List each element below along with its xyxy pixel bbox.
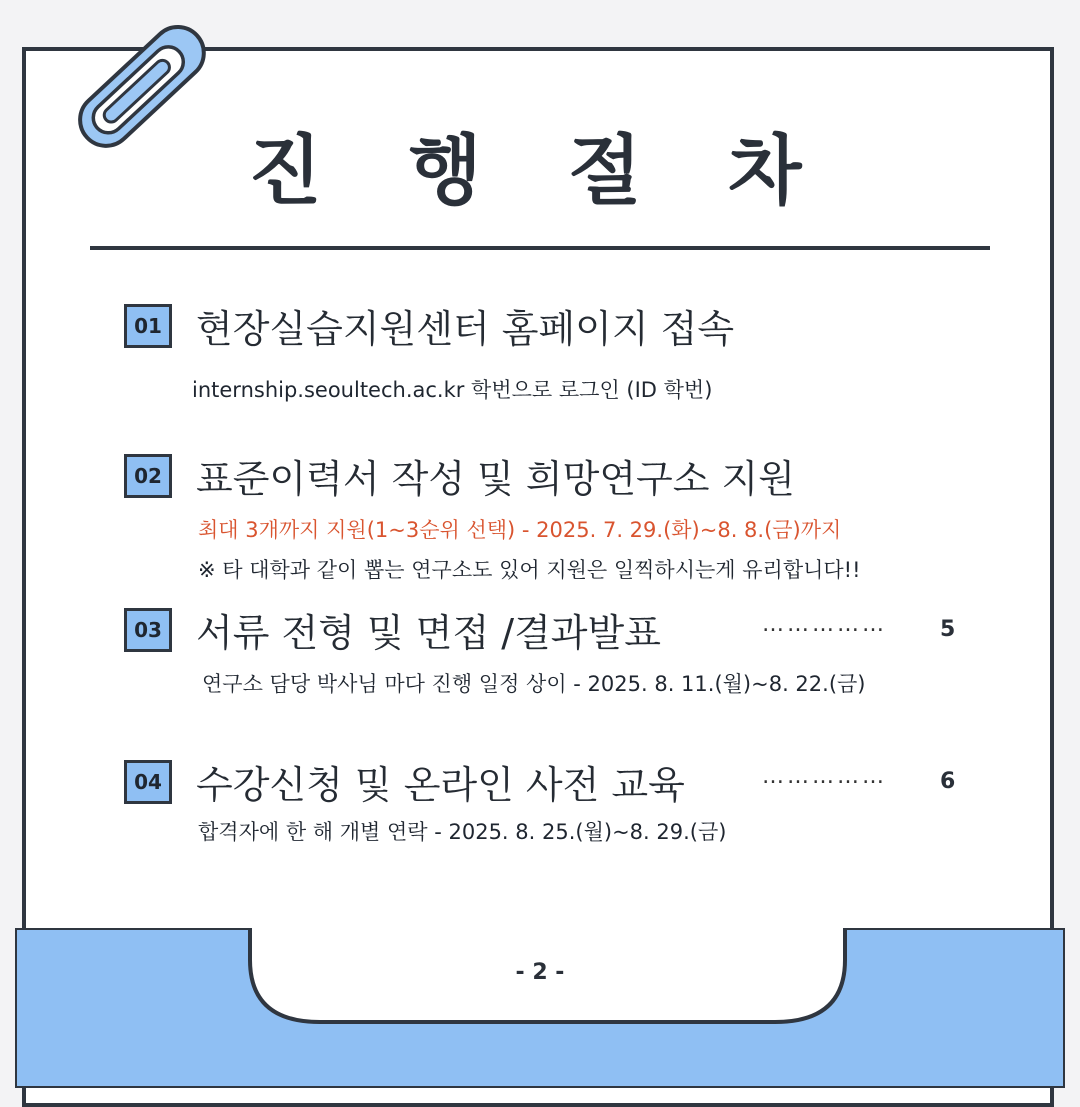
page-reference: 6	[940, 769, 956, 794]
page-number: - 2 -	[515, 960, 565, 985]
step-heading: 표준이력서 작성 및 희망연구소 지원	[196, 457, 795, 501]
step-detail: 합격자에 한 해 개별 연락 - 2025. 8. 25.(월)~8. 29.(금)	[198, 820, 727, 844]
step-number-badge: 03	[124, 608, 172, 652]
footer-band	[15, 928, 1065, 1088]
leader-dots: ……………	[762, 612, 887, 637]
step-detail: 연구소 담당 박사님 마다 진행 일정 상이 - 2025. 8. 11.(월)~8. 22.(금)	[202, 672, 866, 696]
step-number-badge: 02	[124, 454, 172, 498]
page-reference: 5	[940, 617, 956, 642]
step-heading: 수강신청 및 온라인 사전 교육	[196, 763, 685, 807]
step-note: ※ 타 대학과 같이 뽑는 연구소도 있어 지원은 일찍하시는게 유리합니다!!	[198, 558, 861, 582]
leader-dots: ……………	[762, 764, 887, 789]
step-number-badge: 04	[124, 760, 172, 804]
title-divider	[90, 246, 990, 250]
step-detail-highlight: 최대 3개까지 지원(1~3순위 선택) - 2025. 7. 29.(화)~8. 8.(금)까지	[198, 518, 842, 542]
step-heading: 서류 전형 및 면접 /결과발표	[196, 611, 661, 655]
step-number-badge: 01	[124, 304, 172, 348]
page-title: 진 행 절 차	[248, 126, 832, 215]
step-heading: 현장실습지원센터 홈페이지 접속	[196, 307, 735, 351]
step-detail: internship.seoultech.ac.kr 학번으로 로그인 (ID 학번)	[192, 378, 713, 402]
